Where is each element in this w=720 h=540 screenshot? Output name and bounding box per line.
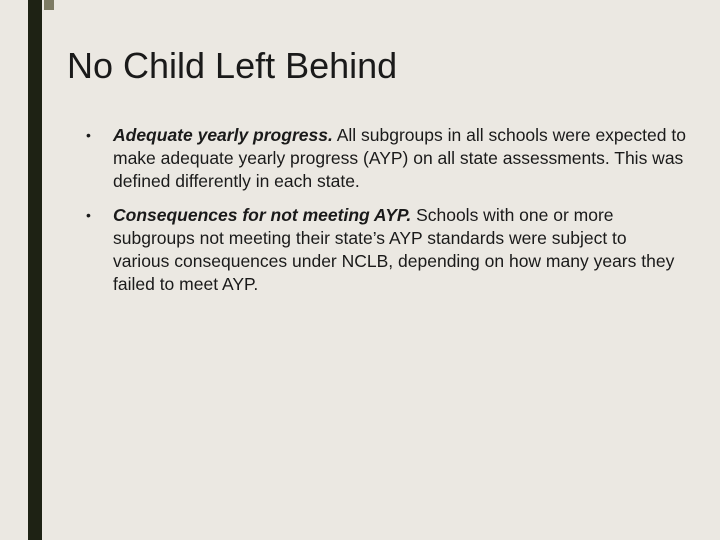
bullet-heading: Adequate yearly progress. [113,125,333,145]
bullet-dot-icon: • [86,127,91,143]
slide-title: No Child Left Behind [67,45,398,86]
bullet-list [86,124,686,307]
bullet-item-ayp [86,124,686,193]
bullet-item-consequences [86,204,686,296]
left-accent-bar [28,0,42,540]
accent-square [44,0,54,10]
bullet-text: Schools with one or more subgroups not meeting their state’s AYP standards were subject to various consequences under NCLB, depending on how many years they failed to meet AYP. [113,205,675,294]
bullet-text: All subgroups in all schools were expected to make adequate yearly progress (AYP) on all state assessments. This was defined differently in each state. [113,125,686,191]
bullet-dot-icon: • [86,207,91,223]
bullet-heading: Consequences for not meeting AYP. [113,205,412,225]
